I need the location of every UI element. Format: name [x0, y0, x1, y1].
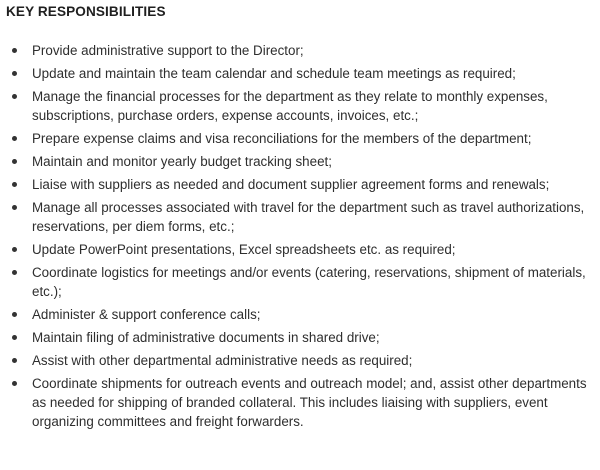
list-item-text: Maintain filing of administrative documents in shared drive;	[32, 330, 380, 345]
list-item	[6, 152, 590, 171]
list-item	[6, 240, 590, 259]
bullet-icon	[12, 182, 17, 187]
responsibilities-list	[6, 41, 590, 431]
bullet-icon	[12, 358, 17, 363]
list-item-text: Update and maintain the team calendar and schedule team meetings as required;	[32, 66, 516, 81]
list-item-text: Coordinate logistics for meetings and/or events (catering, reservations, shipment of materials, etc.);	[32, 265, 586, 299]
list-item	[6, 328, 590, 347]
bullet-icon	[12, 71, 17, 76]
list-item	[6, 129, 590, 148]
list-item-text: Maintain and monitor yearly budget tracking sheet;	[32, 154, 332, 169]
list-item	[6, 263, 590, 301]
bullet-icon	[12, 335, 17, 340]
bullet-icon	[12, 247, 17, 252]
bullet-icon	[12, 381, 17, 386]
list-item-text: Manage all processes associated with travel for the department such as travel authorizations, reservations, per diem forms, etc.;	[32, 200, 585, 234]
bullet-icon	[12, 312, 17, 317]
list-item-text: Provide administrative support to the Director;	[32, 43, 304, 58]
list-item-text: Liaise with suppliers as needed and document supplier agreement forms and renewals;	[32, 177, 550, 192]
bullet-icon	[12, 136, 17, 141]
list-item-text: Coordinate shipments for outreach events and outreach model; and, assist other departments as needed for shipping of branded collateral. This includes liaising with suppliers, event organizing committees and freight forwarders.	[32, 376, 587, 429]
section-heading: KEY RESPONSIBILITIES	[6, 4, 166, 19]
list-item-text: Administer & support conference calls;	[32, 307, 261, 322]
list-item	[6, 87, 590, 125]
list-item-text: Assist with other departmental administrative needs as required;	[32, 353, 413, 368]
list-item-text: Prepare expense claims and visa reconciliations for the members of the department;	[32, 131, 532, 146]
list-item	[6, 305, 590, 324]
list-item	[6, 64, 590, 83]
bullet-icon	[12, 205, 17, 210]
bullet-icon	[12, 94, 17, 99]
bullet-icon	[12, 48, 17, 53]
list-item-text: Manage the financial processes for the department as they relate to monthly expenses, subscriptions, purchase orders, expense accounts, invoices, etc.;	[32, 89, 548, 123]
bullet-icon	[12, 270, 17, 275]
list-item	[6, 198, 590, 236]
list-item	[6, 351, 590, 370]
list-item	[6, 374, 590, 431]
list-item	[6, 41, 590, 60]
list-item-text: Update PowerPoint presentations, Excel spreadsheets etc. as required;	[32, 242, 456, 257]
bullet-icon	[12, 159, 17, 164]
list-item	[6, 175, 590, 194]
